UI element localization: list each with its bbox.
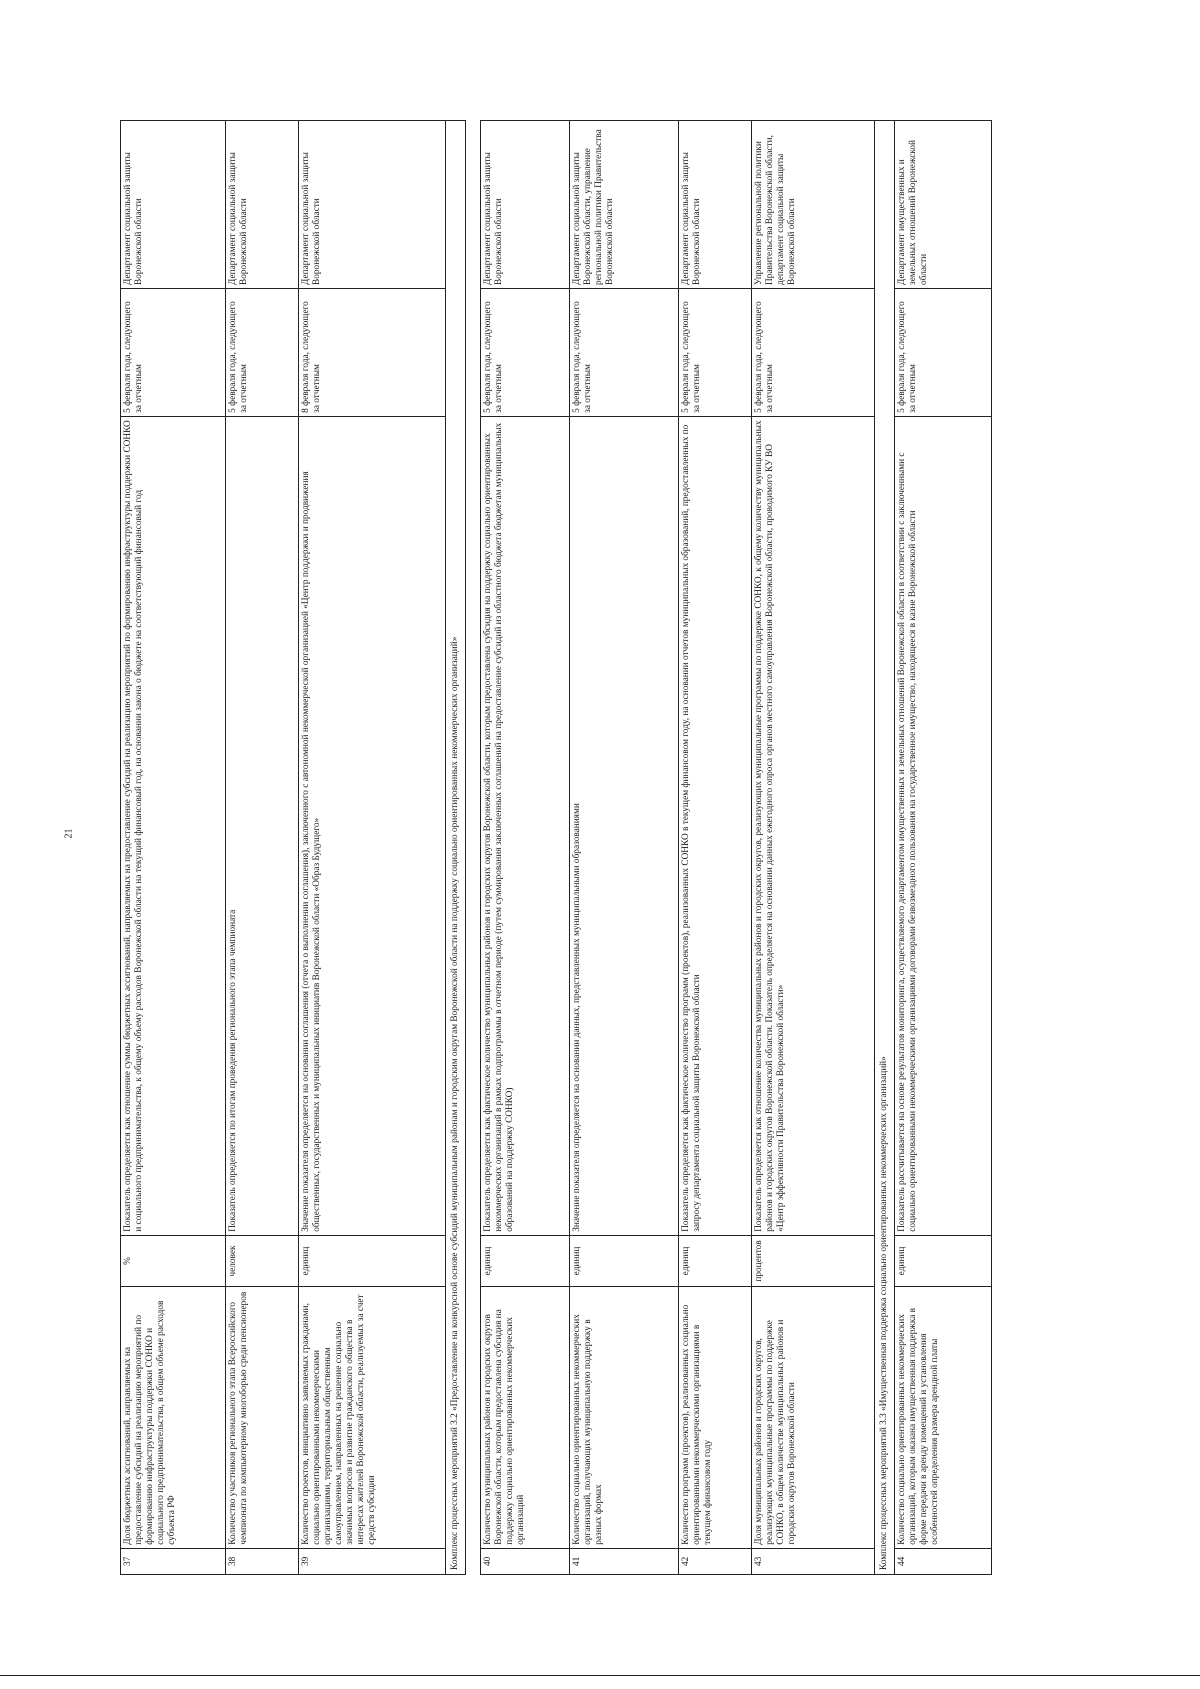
unit-cell: единиц bbox=[894, 1235, 991, 1286]
deadline-cell: 5 февраля года, следующего за отчетным bbox=[480, 288, 569, 416]
row-number: 42 bbox=[678, 1548, 751, 1574]
indicator-name: Количество муниципальных районов и городских округов Воронежской области, которым предоставлена субсидия на поддержку социально ориентированных некоммерческих организаций bbox=[480, 1287, 569, 1549]
indicators-table bbox=[120, 120, 992, 1575]
spacer bbox=[465, 121, 480, 1575]
deadline-cell: 8 февраля года, следующего за отчетным bbox=[299, 288, 446, 416]
deadline-cell: 5 февраля года, следующего за отчетным bbox=[569, 288, 678, 416]
unit-cell: процентов bbox=[751, 1235, 874, 1286]
table-row bbox=[751, 121, 874, 1575]
table-row bbox=[226, 121, 299, 1575]
table-row bbox=[299, 121, 446, 1575]
row-number: 40 bbox=[480, 1548, 569, 1574]
deadline-cell: 5 февраля года, следующего за отчетным bbox=[751, 288, 874, 416]
responsible-cell: Управление региональной политики Правительства Воронежской области, департамент социальной защиты Воронежской области bbox=[751, 121, 874, 289]
unit-cell: единиц bbox=[480, 1235, 569, 1286]
deadline-cell: 5 февраля года, следующего за отчетным bbox=[894, 288, 991, 416]
indicator-name: Количество проектов, инициативно заявляемых гражданами, социально ориентированными некоммерческими организациями, территориальным общественным самоуправлением, направленных на решение социально значимых вопросов и развитие гражданского общества в интересах жителей Воронежской области, реализуемых за счет средств субсидии bbox=[299, 1287, 446, 1549]
method-cell: Показатель определяется как фактическое количество муниципальных районов и городских округов Воронежской области, которым предоставлена субсидия на поддержку социально ориентированных некоммерческих организаций в рамках подпрограммы в отчетном периоде (путем суммирования заключенных соглашений на предоставление субсидий из областного бюджета бюджетам муниципальных образований на поддержку СОНКО) bbox=[480, 416, 569, 1235]
row-number: 43 bbox=[751, 1548, 874, 1574]
unit-cell: единиц bbox=[678, 1235, 751, 1286]
responsible-cell: Департамент социальной защиты Воронежской области bbox=[299, 121, 446, 289]
table-row bbox=[569, 121, 678, 1575]
indicator-name: Доля бюджетных ассигнований, направляемых на предоставление субсидий на реализацию мероприятий по формированию инфраструктуры поддержки СОНКО и социального предпринимательства, в общем объеме расходов субъекта РФ bbox=[121, 1287, 226, 1549]
row-number: 37 bbox=[121, 1548, 226, 1574]
method-cell: Показатель определяется как фактическое количество программ (проектов), реализованных СОНКО в текущем финансовом году, на основании отчетов муниципальных образований, предоставленных по запросу департамента социальной защиты Воронежской области bbox=[678, 416, 751, 1235]
deadline-cell: 5 февраля года, следующего за отчетным bbox=[121, 288, 226, 416]
section-heading-row bbox=[446, 121, 466, 1575]
deadline-cell: 5 февраля года, следующего за отчетным bbox=[678, 288, 751, 416]
indicator-name: Количество участников регионального этапа Всероссийского чемпионата по компьютерному многоборью среди пенсионеров bbox=[226, 1287, 299, 1549]
indicator-name: Количество социально ориентированных некоммерческих организаций, получающих муниципальную поддержку в разных формах bbox=[569, 1287, 678, 1549]
section-heading: Комплекс процессных мероприятий 3.3 «Имущественная поддержка социально ориентированных некоммерческих организаций» bbox=[874, 121, 894, 1575]
responsible-cell: Департамент социальной защиты Воронежской области bbox=[480, 121, 569, 289]
method-cell: Показатель определяется как отношение количества муниципальных районов и городских округов, реализующих муниципальные программы по поддержке СОНКО, к общему количеству муниципальных районов и городских округов Воронежской области. Показатель определяется на основании данных ежегодного опроса органов местного самоуправления Воронежской области, проводимого КУ ВО «Центр эффективности Правительства Воронежской области» bbox=[751, 416, 874, 1235]
table-row bbox=[121, 121, 226, 1575]
responsible-cell: Департамент социальной защиты Воронежской области bbox=[226, 121, 299, 289]
row-number: 39 bbox=[299, 1548, 446, 1574]
responsible-cell: Департамент имущественных и земельных отношений Воронежской области bbox=[894, 121, 991, 289]
rotated-table-container bbox=[120, 120, 1070, 1575]
method-cell: Показатель определяется по итогам проведения регионального этапа чемпионата bbox=[226, 416, 299, 1235]
responsible-cell: Департамент социальной защиты Воронежской области bbox=[121, 121, 226, 289]
indicator-name: Количество социально ориентированных некоммерческих организаций, которым оказана имущественная поддержка в форме передачи в аренду помещений и установления особенностей определения размера арендной платы bbox=[894, 1287, 991, 1549]
responsible-cell: Департамент социальной защиты Воронежской области, управление региональной политики Правительства Воронежской области bbox=[569, 121, 678, 289]
table-row bbox=[678, 121, 751, 1575]
section-heading-row bbox=[874, 121, 894, 1575]
table-row bbox=[894, 121, 991, 1575]
unit-cell: % bbox=[121, 1235, 226, 1286]
deadline-cell: 5 февраля года, следующего за отчетным bbox=[226, 288, 299, 416]
indicator-name: Количество программ (проектов), реализованных социально ориентированными некоммерческими организациями в текущем финансовом году bbox=[678, 1287, 751, 1549]
row-number: 41 bbox=[569, 1548, 678, 1574]
unit-cell: человек bbox=[226, 1235, 299, 1286]
section-heading: Комплекс процессных мероприятий 3.2 «Предоставление на конкурсной основе субсидий муниципальным районам и городским округам Воронежской области на поддержку социально ориентированных некоммерческих организаций» bbox=[446, 121, 466, 1575]
method-cell: Значение показателя определяется на основании данных, представленных муниципальными образованиями bbox=[569, 416, 678, 1235]
unit-cell: единиц bbox=[299, 1235, 446, 1286]
indicator-name: Доля муниципальных районов и городских округов, реализующих муниципальные программы по поддержке СОНКО, в общем количестве муниципальных районов и городских округов Воронежской области bbox=[751, 1287, 874, 1549]
method-cell: Показатель рассчитывается на основе результатов мониторинга, осуществляемого департаментом имущественных и земельных отношений Воронежской области в соответствии с заключенными с социально ориентированными некоммерческими организациями договорами безвозмездного пользования на государственное имущество, находящееся в казне Воронежской области bbox=[894, 416, 991, 1235]
spacer-row bbox=[465, 121, 480, 1575]
method-cell: Значение показателя определяется на основании соглашения (отчета о выполнении соглашения), заключенного с автономной некоммерческой организацией «Центр поддержки и продвижения общественных, государственных и муниципальных инициатив Воронежской области «Образ Будущего» bbox=[299, 416, 446, 1235]
row-number: 44 bbox=[894, 1548, 991, 1574]
unit-cell: единиц bbox=[569, 1235, 678, 1286]
page-number: 21 bbox=[63, 828, 75, 839]
method-cell: Показатель определяется как отношение суммы бюджетных ассигнований, направляемых на предоставление субсидий на реализацию мероприятий по формированию инфраструктуры поддержки СОНКО и социального предпринимательства, к общему объему расходов Воронежской области на текущий финансовый год, на основании закона о бюджете на соответствующий финансовый год bbox=[121, 416, 226, 1235]
row-number: 38 bbox=[226, 1548, 299, 1574]
bottom-rule bbox=[0, 1675, 1200, 1676]
table-row bbox=[480, 121, 569, 1575]
responsible-cell: Департамент социальной защиты Воронежской области bbox=[678, 121, 751, 289]
